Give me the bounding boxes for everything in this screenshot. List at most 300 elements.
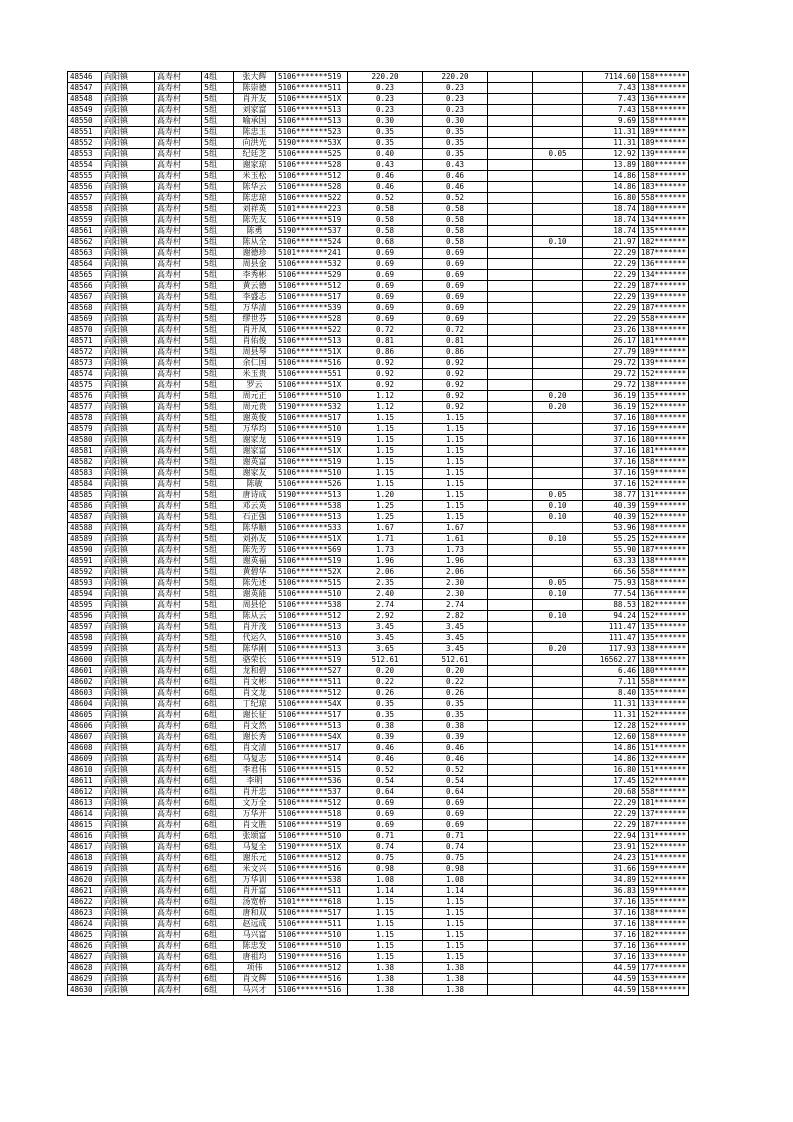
cell-town: 向阳镇 [102, 721, 155, 732]
cell-area-c [533, 600, 583, 611]
cell-area-a: 0.20 [423, 666, 488, 677]
cell-area-b [488, 985, 533, 996]
table-row [68, 941, 689, 952]
cell-id-number: 5106*******523 [276, 127, 348, 138]
cell-group: 6组 [202, 952, 234, 963]
cell-amount: 23.91 [583, 842, 639, 853]
cell-area-c: 0.05 [533, 578, 583, 589]
cell-group: 5组 [202, 358, 234, 369]
table-row [68, 776, 689, 787]
cell-town: 向阳镇 [102, 248, 155, 259]
table-row [68, 589, 689, 600]
cell-amount: 6.46 [583, 666, 639, 677]
cell-row-number: 48609 [68, 754, 102, 765]
cell-village: 高寿村 [155, 72, 202, 83]
cell-village: 高寿村 [155, 798, 202, 809]
cell-area-a: 1.15 [423, 468, 488, 479]
cell-amount: 22.29 [583, 303, 639, 314]
cell-area-b [488, 732, 533, 743]
cell-town: 向阳镇 [102, 886, 155, 897]
cell-id-number: 5106*******513 [276, 116, 348, 127]
cell-group: 5组 [202, 204, 234, 215]
cell-id-number: 5106*******511 [276, 677, 348, 688]
cell-area-a: 1.15 [423, 897, 488, 908]
cell-row-number: 48598 [68, 633, 102, 644]
cell-town: 向阳镇 [102, 336, 155, 347]
cell-row-number: 48584 [68, 479, 102, 490]
cell-id-number: 5106*******539 [276, 303, 348, 314]
cell-phone: 152******* [639, 611, 689, 622]
cell-village: 高寿村 [155, 699, 202, 710]
cell-id-number: 5106*******510 [276, 468, 348, 479]
cell-phone: 177******* [639, 963, 689, 974]
cell-village: 高寿村 [155, 479, 202, 490]
cell-area-a: 0.38 [423, 721, 488, 732]
cell-group: 5组 [202, 116, 234, 127]
cell-village: 高寿村 [155, 875, 202, 886]
cell-group: 6组 [202, 919, 234, 930]
cell-id-number: 5106*******519 [276, 72, 348, 83]
cell-group: 6组 [202, 842, 234, 853]
cell-village: 高寿村 [155, 556, 202, 567]
cell-village: 高寿村 [155, 908, 202, 919]
cell-name: 周元贵 [234, 402, 276, 413]
cell-area-c [533, 281, 583, 292]
cell-phone: 133******* [639, 952, 689, 963]
cell-town: 向阳镇 [102, 501, 155, 512]
cell-amount: 12.92 [583, 149, 639, 160]
cell-group: 5组 [202, 490, 234, 501]
cell-amount: 31.66 [583, 864, 639, 875]
cell-row-number: 48582 [68, 457, 102, 468]
cell-phone: 158******* [639, 457, 689, 468]
cell-row-number: 48546 [68, 72, 102, 83]
cell-id-number: 5190*******537 [276, 226, 348, 237]
cell-area-c [533, 699, 583, 710]
cell-area-a: 0.30 [423, 116, 488, 127]
cell-row-number: 48548 [68, 94, 102, 105]
cell-area-b [488, 864, 533, 875]
cell-amount: 37.16 [583, 941, 639, 952]
cell-area-total: 3.45 [348, 622, 423, 633]
cell-row-number: 48610 [68, 765, 102, 776]
cell-area-total: 1.73 [348, 545, 423, 556]
cell-group: 5组 [202, 138, 234, 149]
cell-village: 高寿村 [155, 974, 202, 985]
cell-area-c: 0.10 [533, 512, 583, 523]
cell-row-number: 48624 [68, 919, 102, 930]
cell-area-total: 0.92 [348, 380, 423, 391]
cell-area-b [488, 831, 533, 842]
cell-area-c [533, 622, 583, 633]
cell-area-b [488, 468, 533, 479]
cell-id-number: 5106*******510 [276, 941, 348, 952]
cell-group: 5组 [202, 237, 234, 248]
cell-phone: 180******* [639, 160, 689, 171]
cell-row-number: 48628 [68, 963, 102, 974]
cell-amount: 37.16 [583, 413, 639, 424]
cell-area-b [488, 270, 533, 281]
cell-area-a: 0.52 [423, 765, 488, 776]
cell-area-b [488, 226, 533, 237]
cell-area-total: 0.68 [348, 237, 423, 248]
cell-group: 5组 [202, 512, 234, 523]
cell-area-c [533, 413, 583, 424]
cell-row-number: 48630 [68, 985, 102, 996]
cell-area-total: 1.15 [348, 424, 423, 435]
cell-group: 6组 [202, 666, 234, 677]
cell-area-a: 0.35 [423, 699, 488, 710]
table-row [68, 677, 689, 688]
cell-area-total: 0.92 [348, 369, 423, 380]
cell-name: 陈忠琼 [234, 193, 276, 204]
cell-phone: 139******* [639, 292, 689, 303]
cell-row-number: 48597 [68, 622, 102, 633]
cell-row-number: 48586 [68, 501, 102, 512]
cell-name: 米玉贵 [234, 369, 276, 380]
cell-area-c [533, 138, 583, 149]
cell-group: 5组 [202, 193, 234, 204]
cell-amount: 7114.60 [583, 72, 639, 83]
cell-amount: 16562.27 [583, 655, 639, 666]
cell-phone: 158******* [639, 578, 689, 589]
cell-area-total: 0.86 [348, 347, 423, 358]
cell-name: 万华均 [234, 424, 276, 435]
cell-area-b [488, 556, 533, 567]
cell-id-number: 5106*******516 [276, 974, 348, 985]
cell-group: 6组 [202, 941, 234, 952]
cell-area-total: 0.69 [348, 303, 423, 314]
cell-area-c [533, 809, 583, 820]
cell-phone: 134******* [639, 215, 689, 226]
cell-row-number: 48568 [68, 303, 102, 314]
cell-name: 龙和碧 [234, 666, 276, 677]
cell-village: 高寿村 [155, 842, 202, 853]
cell-name: 李君伟 [234, 765, 276, 776]
cell-id-number: 5106*******510 [276, 391, 348, 402]
cell-group: 6组 [202, 754, 234, 765]
cell-group: 5组 [202, 336, 234, 347]
cell-id-number: 5190*******516 [276, 952, 348, 963]
cell-town: 向阳镇 [102, 204, 155, 215]
cell-village: 高寿村 [155, 985, 202, 996]
cell-amount: 11.31 [583, 127, 639, 138]
cell-area-total: 0.98 [348, 864, 423, 875]
cell-phone: 153******* [639, 974, 689, 985]
cell-row-number: 48559 [68, 215, 102, 226]
cell-id-number: 5106*******517 [276, 292, 348, 303]
cell-name: 黄碧华 [234, 567, 276, 578]
cell-town: 向阳镇 [102, 83, 155, 94]
table-row [68, 699, 689, 710]
table-row [68, 820, 689, 831]
cell-group: 5组 [202, 325, 234, 336]
cell-area-b [488, 314, 533, 325]
cell-town: 向阳镇 [102, 325, 155, 336]
cell-area-a: 0.69 [423, 314, 488, 325]
cell-amount: 16.80 [583, 193, 639, 204]
cell-id-number: 5106*******515 [276, 578, 348, 589]
cell-name: 陈华顺 [234, 523, 276, 534]
cell-village: 高寿村 [155, 809, 202, 820]
cell-row-number: 48615 [68, 820, 102, 831]
cell-phone: 187******* [639, 248, 689, 259]
cell-id-number: 5106*******518 [276, 809, 348, 820]
table-row [68, 358, 689, 369]
cell-area-a: 1.15 [423, 501, 488, 512]
table-row [68, 578, 689, 589]
cell-village: 高寿村 [155, 138, 202, 149]
table-row [68, 336, 689, 347]
cell-name: 周县金 [234, 259, 276, 270]
table-row [68, 787, 689, 798]
cell-row-number: 48572 [68, 347, 102, 358]
cell-group: 6组 [202, 974, 234, 985]
cell-group: 6组 [202, 831, 234, 842]
cell-area-a: 0.58 [423, 226, 488, 237]
cell-phone: 132******* [639, 754, 689, 765]
cell-area-b [488, 886, 533, 897]
cell-phone: 131******* [639, 831, 689, 842]
cell-amount: 26.17 [583, 336, 639, 347]
cell-village: 高寿村 [155, 721, 202, 732]
cell-name: 张大辉 [234, 72, 276, 83]
cell-area-total: 1.71 [348, 534, 423, 545]
cell-group: 5组 [202, 391, 234, 402]
cell-group: 6组 [202, 930, 234, 941]
cell-village: 高寿村 [155, 226, 202, 237]
cell-group: 5组 [202, 270, 234, 281]
cell-area-total: 1.15 [348, 468, 423, 479]
cell-area-b [488, 248, 533, 259]
cell-amount: 22.29 [583, 798, 639, 809]
cell-area-total: 0.74 [348, 842, 423, 853]
cell-group: 6组 [202, 908, 234, 919]
cell-phone: 558******* [639, 677, 689, 688]
table-row [68, 468, 689, 479]
cell-group: 5组 [202, 259, 234, 270]
cell-area-total: 1.15 [348, 446, 423, 457]
cell-area-a: 2.82 [423, 611, 488, 622]
cell-name: 谢英俊 [234, 413, 276, 424]
cell-area-c [533, 853, 583, 864]
cell-name: 肖文辉 [234, 974, 276, 985]
cell-row-number: 48595 [68, 600, 102, 611]
cell-amount: 40.39 [583, 512, 639, 523]
cell-phone: 135******* [639, 688, 689, 699]
cell-amount: 55.90 [583, 545, 639, 556]
cell-group: 5组 [202, 534, 234, 545]
cell-phone: 152******* [639, 776, 689, 787]
cell-area-c [533, 314, 583, 325]
cell-area-c [533, 83, 583, 94]
cell-area-a: 3.45 [423, 622, 488, 633]
cell-town: 向阳镇 [102, 127, 155, 138]
cell-row-number: 48588 [68, 523, 102, 534]
cell-town: 向阳镇 [102, 380, 155, 391]
table-row [68, 644, 689, 655]
cell-name: 周县伦 [234, 600, 276, 611]
cell-phone: 158******* [639, 72, 689, 83]
cell-group: 5组 [202, 479, 234, 490]
cell-phone: 558******* [639, 193, 689, 204]
cell-area-b [488, 413, 533, 424]
cell-village: 高寿村 [155, 446, 202, 457]
cell-area-total: 220.20 [348, 72, 423, 83]
cell-amount: 22.29 [583, 809, 639, 820]
cell-town: 向阳镇 [102, 974, 155, 985]
cell-phone: 159******* [639, 468, 689, 479]
cell-area-total: 2.92 [348, 611, 423, 622]
cell-area-total: 0.35 [348, 127, 423, 138]
cell-area-b [488, 72, 533, 83]
cell-town: 向阳镇 [102, 171, 155, 182]
cell-village: 高寿村 [155, 787, 202, 798]
cell-name: 陈先述 [234, 578, 276, 589]
cell-town: 向阳镇 [102, 644, 155, 655]
cell-area-a: 3.45 [423, 644, 488, 655]
cell-name: 陈华云 [234, 182, 276, 193]
cell-amount: 11.31 [583, 138, 639, 149]
table-row [68, 974, 689, 985]
cell-area-total: 0.71 [348, 831, 423, 842]
cell-amount: 37.16 [583, 424, 639, 435]
cell-name: 罗云 [234, 380, 276, 391]
cell-id-number: 5190*******51X [276, 842, 348, 853]
cell-amount: 7.43 [583, 83, 639, 94]
table-row [68, 116, 689, 127]
cell-name: 陈华刚 [234, 644, 276, 655]
cell-area-b [488, 853, 533, 864]
cell-area-b [488, 930, 533, 941]
cell-area-b [488, 83, 533, 94]
cell-area-a: 3.45 [423, 633, 488, 644]
cell-name: 米文兴 [234, 864, 276, 875]
cell-area-c [533, 985, 583, 996]
cell-phone: 159******* [639, 424, 689, 435]
cell-id-number: 5106*******519 [276, 556, 348, 567]
cell-village: 高寿村 [155, 743, 202, 754]
table-row [68, 149, 689, 160]
cell-name: 陈从全 [234, 237, 276, 248]
cell-area-b [488, 798, 533, 809]
cell-area-b [488, 611, 533, 622]
cell-row-number: 48620 [68, 875, 102, 886]
cell-group: 5组 [202, 589, 234, 600]
cell-name: 唐祖均 [234, 952, 276, 963]
cell-village: 高寿村 [155, 831, 202, 842]
cell-area-c [533, 380, 583, 391]
cell-area-c [533, 226, 583, 237]
cell-area-total: 1.12 [348, 391, 423, 402]
cell-id-number: 5106*******522 [276, 193, 348, 204]
cell-amount: 22.29 [583, 314, 639, 325]
table-row [68, 347, 689, 358]
cell-amount: 14.86 [583, 743, 639, 754]
cell-group: 6组 [202, 897, 234, 908]
cell-town: 向阳镇 [102, 743, 155, 754]
cell-town: 向阳镇 [102, 226, 155, 237]
cell-town: 向阳镇 [102, 952, 155, 963]
cell-phone: 180******* [639, 666, 689, 677]
cell-area-c [533, 94, 583, 105]
cell-amount: 18.74 [583, 204, 639, 215]
cell-row-number: 48594 [68, 589, 102, 600]
cell-area-b [488, 512, 533, 523]
cell-town: 向阳镇 [102, 666, 155, 677]
cell-name: 谢德珍 [234, 248, 276, 259]
cell-town: 向阳镇 [102, 787, 155, 798]
cell-area-total: 0.69 [348, 798, 423, 809]
cell-phone: 181******* [639, 446, 689, 457]
table-row [68, 435, 689, 446]
cell-amount: 29.72 [583, 380, 639, 391]
cell-area-total: 0.38 [348, 721, 423, 732]
cell-area-b [488, 347, 533, 358]
cell-amount: 37.16 [583, 457, 639, 468]
cell-row-number: 48608 [68, 743, 102, 754]
cell-area-b [488, 974, 533, 985]
cell-amount: 27.79 [583, 347, 639, 358]
cell-name: 谢家琼 [234, 160, 276, 171]
cell-id-number: 5106*******51X [276, 94, 348, 105]
cell-area-a: 0.22 [423, 677, 488, 688]
cell-amount: 111.47 [583, 633, 639, 644]
cell-area-a: 0.86 [423, 347, 488, 358]
cell-id-number: 5106*******511 [276, 886, 348, 897]
cell-id-number: 5106*******537 [276, 787, 348, 798]
table-row [68, 457, 689, 468]
cell-area-a: 0.43 [423, 160, 488, 171]
cell-group: 6组 [202, 820, 234, 831]
cell-area-b [488, 479, 533, 490]
cell-area-b [488, 171, 533, 182]
cell-area-c: 0.10 [533, 534, 583, 545]
cell-row-number: 48611 [68, 776, 102, 787]
cell-name: 刘孙友 [234, 534, 276, 545]
cell-area-c [533, 798, 583, 809]
cell-area-a: 2.30 [423, 578, 488, 589]
cell-area-c [533, 677, 583, 688]
cell-area-b [488, 138, 533, 149]
cell-phone: 158******* [639, 732, 689, 743]
cell-village: 高寿村 [155, 523, 202, 534]
table-row [68, 446, 689, 457]
cell-amount: 22.29 [583, 281, 639, 292]
cell-village: 高寿村 [155, 589, 202, 600]
cell-id-number: 5106*******51X [276, 380, 348, 391]
cell-area-c [533, 127, 583, 138]
cell-id-number: 5106*******519 [276, 820, 348, 831]
cell-phone: 158******* [639, 171, 689, 182]
cell-area-b [488, 589, 533, 600]
cell-area-total: 0.72 [348, 325, 423, 336]
table-row [68, 391, 689, 402]
cell-row-number: 48550 [68, 116, 102, 127]
cell-area-c [533, 347, 583, 358]
cell-row-number: 48578 [68, 413, 102, 424]
cell-village: 高寿村 [155, 578, 202, 589]
cell-row-number: 48547 [68, 83, 102, 94]
cell-row-number: 48574 [68, 369, 102, 380]
cell-town: 向阳镇 [102, 138, 155, 149]
cell-area-b [488, 204, 533, 215]
cell-village: 高寿村 [155, 171, 202, 182]
cell-area-a: 0.26 [423, 688, 488, 699]
cell-amount: 40.39 [583, 501, 639, 512]
cell-group: 5组 [202, 215, 234, 226]
cell-town: 向阳镇 [102, 215, 155, 226]
